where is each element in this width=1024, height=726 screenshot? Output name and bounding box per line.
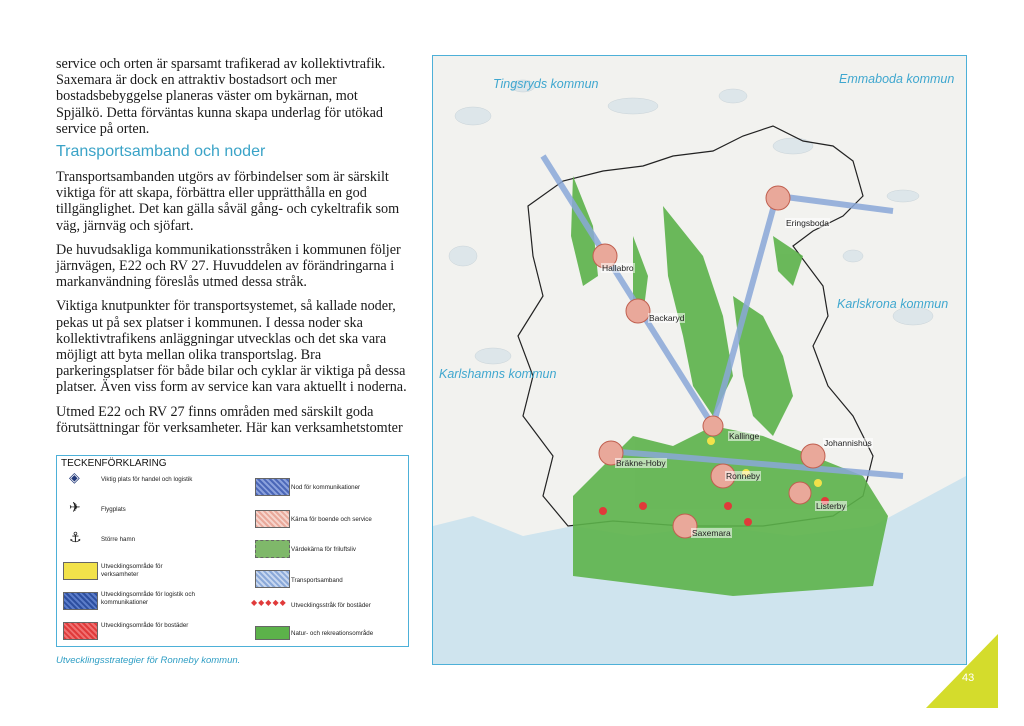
- legend: [56, 455, 409, 647]
- legend-label: Utvecklingsstråk för bostäder: [291, 602, 371, 609]
- place-label: Ronneby: [726, 471, 761, 481]
- paragraph: Viktiga knutpunkter för transportsystemet, så kallade noder, pekas ut på sex platser i kommunen. I dessa noder ska kollektivtrafikens anläggningar utvecklas och det ska vara möjligt att byta mellan olika transportslag. Bra parkeringsplatser för både bilar och cyklar är viktiga på dessa platser. Även viss form av service kan vara aktuellt i noderna.: [56, 298, 407, 396]
- page-number: 43: [962, 672, 975, 684]
- map-graphic: [433, 56, 966, 664]
- airplane-icon: ✈: [69, 500, 81, 516]
- swatch-vardekarna: [255, 540, 290, 558]
- place-label: Listerby: [816, 501, 846, 511]
- place-label: Johannishus: [824, 438, 872, 448]
- place-label: Backaryd: [649, 313, 685, 323]
- swatch-verksamheter: [63, 562, 98, 580]
- legend-label: Viktig plats för handel och logistik: [101, 476, 193, 483]
- paragraph: Utmed E22 och RV 27 finns områden med särskilt goda förutsättningar för verksamheter. Här kan verksamhetstomter: [56, 403, 403, 436]
- place-label: Eringsboda: [786, 218, 830, 228]
- dotted-line-icon: ◆◆◆◆◆: [251, 598, 287, 607]
- legend-label: Utvecklingsområde för logistik och kommunikationer: [101, 591, 195, 606]
- section-heading: Transportsamband och noder: [56, 143, 266, 161]
- legend-label: Flygplats: [101, 506, 126, 513]
- legend-label: Större hamn: [101, 536, 136, 543]
- legend-label: Nod för kommunikationer: [291, 484, 361, 491]
- swatch-transportsamband: [255, 570, 290, 588]
- legend-label: Utvecklingsområde för verksamheter: [101, 563, 163, 578]
- map-label-tingsryd: Tingsryds kommun: [493, 77, 599, 91]
- text-column: [56, 56, 408, 444]
- anchor-icon: ⚓: [69, 530, 82, 546]
- legend-title: TECKENFÖRKLARING: [61, 458, 167, 469]
- place-label: Kallinge: [729, 431, 760, 441]
- paragraph: Transportsambanden utgörs av förbindelser som är särskilt viktiga för att skapa, förbättra eller upprätthålla en god tillgänglighet. Det kan gälla såväl gång- och cykeltrafik som väg, järnväg och sjöfart.: [56, 169, 400, 234]
- paragraph: service och orten är sparsamt trafikerad av kollektivtrafik. Saxemara är dock en attraktiv bostadsort och mer bostadsbebyggelse planeras väster om bykärnan, mot Spjälkö. Detta förväntas kunna skapa underlag för utökad service på orten.: [56, 56, 386, 137]
- swatch-natur: [255, 626, 290, 640]
- legend-label: Värdekärna för friluftsliv: [291, 546, 356, 553]
- map-label-karlskrona: Karlskrona kommun: [837, 297, 949, 311]
- map-caption: Utvecklingsstrategier för Ronneby kommun.: [56, 655, 241, 666]
- swatch-bostader: [63, 622, 98, 640]
- map-label-karlshamn: Karlshamns kommun: [439, 367, 557, 381]
- legend-label: Kärna för boende och service: [291, 516, 372, 523]
- legend-label: Transportsamband: [291, 577, 343, 584]
- place-label: Bräkne-Hoby: [616, 458, 666, 468]
- swatch-nod: [255, 478, 290, 496]
- place-label: Hallabro: [602, 263, 634, 273]
- swatch-karna: [255, 510, 290, 528]
- place-label: Saxemara: [692, 528, 731, 538]
- legend-label: Utvecklingsområde för bostäder: [101, 622, 189, 629]
- paragraph: De huvudsakliga kommunikationsstråken i kommunen följer järnvägen, E22 och RV 27. Huvuddelen av förändringarna i markanvändning föreslås utmed dessa stråk.: [56, 241, 401, 291]
- map-label-emmaboda: Emmaboda kommun: [839, 72, 955, 86]
- page-corner: [926, 630, 1024, 726]
- legend-label: Natur- och rekreationsområde: [291, 630, 374, 637]
- strategy-map: [432, 55, 967, 665]
- diamond-icon: ◈: [69, 470, 80, 486]
- swatch-logistik: [63, 592, 98, 610]
